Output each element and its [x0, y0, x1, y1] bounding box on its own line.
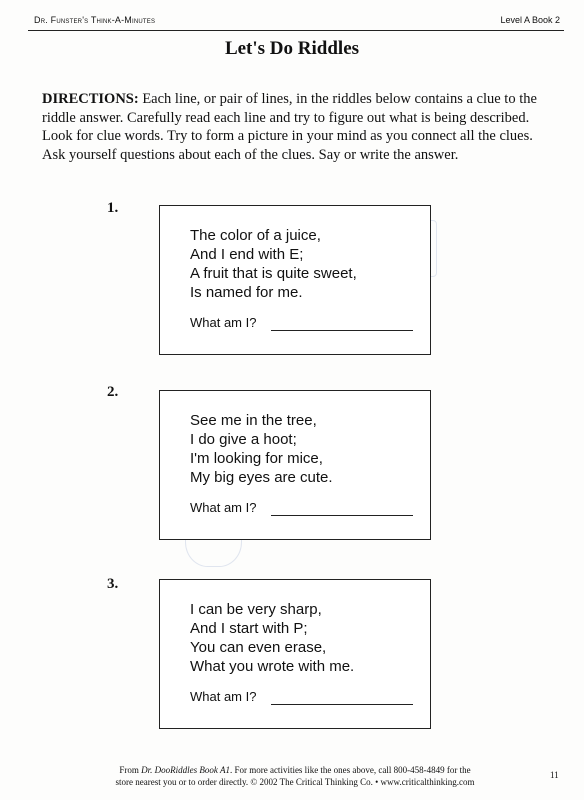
- riddle-question: What am I?: [190, 500, 257, 515]
- footer-line1: . For more activities like the ones above, call 800-458-4849 for the: [229, 765, 471, 775]
- riddle-poem: I can be very sharp, And I start with P; You can even erase, What you wrote with me.: [190, 601, 355, 675]
- riddle-poem: See me in the tree, I do give a hoot; I'm looking for mice, My big eyes are cute.: [190, 412, 333, 486]
- page-title: Let's Do Riddles: [224, 38, 360, 59]
- riddle-poem: The color of a juice, And I end with E; A fruit that is quite sweet, Is named for me.: [190, 227, 357, 301]
- directions-paragraph: [42, 90, 547, 164]
- answer-line[interactable]: [271, 330, 413, 331]
- answer-line[interactable]: [271, 515, 413, 516]
- footer-line2: store nearest you or to order directly. © 2002 The Critical Thinking Co. • www.criticalthinking.com: [115, 777, 475, 787]
- directions-label: DIRECTIONS:: [42, 91, 139, 107]
- riddle-question: What am I?: [190, 689, 257, 704]
- riddle-box: [159, 205, 431, 355]
- footer-from: From: [119, 765, 142, 775]
- directions-text: Each line, or pair of lines, in the riddles below contains a clue to the riddle answer. Carefully read each line and try to figure out what is being described. Look for clue words. Try to form a picture in your mind as you connect all the clues. Ask yourself questions about each of the clues. Say or write the answer.: [42, 91, 537, 163]
- riddle-question: What am I?: [190, 315, 257, 330]
- riddle-box: [159, 579, 431, 729]
- footer-book-title: Dr. DooRiddles Book A1: [141, 765, 230, 775]
- riddle-number: 2.: [107, 384, 119, 400]
- page-number: 11: [550, 770, 559, 780]
- footer-credit: [60, 764, 530, 788]
- answer-line[interactable]: [271, 704, 413, 705]
- riddle-box: [159, 390, 431, 540]
- riddle-number: 1.: [107, 200, 119, 216]
- header-divider: [28, 30, 564, 31]
- riddle-number: 3.: [107, 576, 119, 592]
- header-series-title: Dr. Funster's Think-A-Minutes: [34, 15, 156, 25]
- header-level: Level A Book 2: [500, 15, 560, 25]
